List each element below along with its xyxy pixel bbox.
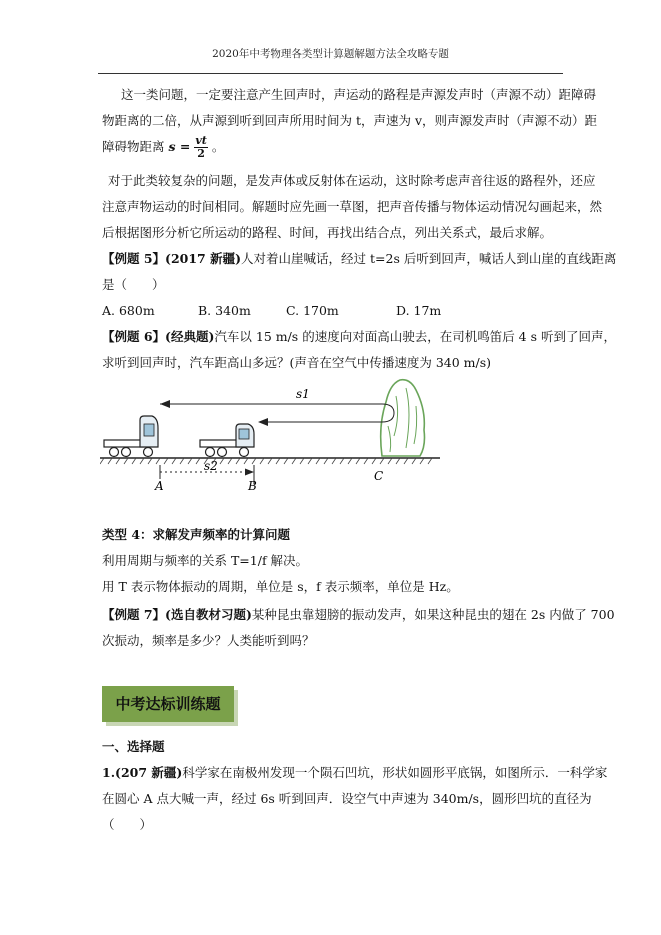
formula-lhs: s = <box>168 139 191 154</box>
example7-tag: 【例题 7】(选自教材习题) <box>102 607 252 622</box>
label-a: A <box>155 479 164 493</box>
option-a: A. 680m <box>102 303 155 318</box>
example5-tag: 【例题 5】(2017 新疆) <box>102 251 242 266</box>
label-s2: s2 <box>204 459 218 473</box>
formula-numerator: vt <box>195 134 207 147</box>
header-rule <box>98 73 563 74</box>
example7-line1 <box>102 602 615 627</box>
car-echo-figure <box>100 366 440 500</box>
car-at-a <box>104 416 158 457</box>
question1-line2: 在圆心 A 点大喊一声，经过 6s 听到回声．设空气中声速为 340m/s，圆形凹坑的直径为 <box>102 791 592 806</box>
para2-line3: 后根据图形分析它所运动的路程、时间，再找出结合点，列出关系式，最后求解。 <box>102 225 553 240</box>
example5-line1 <box>102 246 616 271</box>
ground <box>100 458 440 464</box>
question1-text: 科学家在南极州发现一个陨石凹坑，形状如圆形平底锅，如图所示．一科学家 <box>182 765 608 780</box>
example7-line2: 次振动，频率是多少？人类能听到吗？ <box>102 633 315 648</box>
car-at-b <box>200 424 254 457</box>
formula-end: 。 <box>211 139 225 154</box>
option-d: D. 17m <box>396 303 442 318</box>
formula-fraction <box>194 135 207 160</box>
label-b: B <box>248 479 257 493</box>
label-s1: s1 <box>296 387 310 401</box>
question1-line1 <box>102 760 607 785</box>
example6-tag: 【例题 6】(经典题) <box>102 329 215 344</box>
example5-text: 人对着山崖喊话，经过 t=2s 后听到回声，喊话人到山崖的直线距离 <box>241 251 617 266</box>
mountain <box>381 380 425 456</box>
example6-line2: 求听到回声时，汽车距高山多远？(声音在空气中传播速度为 340 m/s) <box>102 355 492 370</box>
section-subheading: 一、选择题 <box>102 739 165 754</box>
para2-line1: 对于此类较复杂的问题，是发声体或反射体在运动，这时除考虑声音往返的路程外，还应 <box>108 173 596 188</box>
type4-line2: 用 T 表示物体振动的周期，单位是 s，f 表示频率，单位是 Hz。 <box>102 579 459 594</box>
type4-line1: 利用周期与频率的关系 T=1/f 解决。 <box>102 553 309 568</box>
label-c: C <box>374 469 384 483</box>
example5-line2: 是（ ） <box>102 277 165 292</box>
example6-text: 汽车以 15 m/s 的速度向对面高山驶去，在司机鸣笛后 4 s 听到了回声， <box>214 329 616 344</box>
example5-options <box>102 298 562 323</box>
example7-text: 某种昆虫靠翅膀的振动发声，如果这种昆虫的翅在 2s 内做了 700 <box>251 607 615 622</box>
example6-line1 <box>102 324 616 349</box>
option-b: B. 340m <box>198 303 251 318</box>
type4-heading: 类型 4：求解发声频率的计算问题 <box>102 527 291 542</box>
question1-line3: （ ） <box>102 817 153 832</box>
question1-tag: 1.(207 新疆) <box>102 765 183 780</box>
para1-line2: 物距离的二倍，从声源到听到回声所用时间为 t，声速为 v，则声源发声时（声源不动）距 <box>102 113 598 128</box>
section-banner-title: 中考达标训练题 <box>115 695 221 713</box>
option-c: C. 170m <box>286 303 339 318</box>
para1-line3 <box>102 134 224 160</box>
para1-line3-text: 障碍物距离 <box>102 139 165 154</box>
para2-line2: 注意声物运动的时间相同。解题时应先画一草图，把声音传播与物体运动情况勾画起来，然 <box>102 199 603 214</box>
page-header: 2020年中考物理各类型计算题解题方法全攻略专题 <box>212 48 449 60</box>
formula-denominator: 2 <box>197 147 205 160</box>
sound-path-s1 <box>160 400 394 426</box>
para1-line1: 这一类问题，一定要注意产生回声时，声运动的路程是声源发声时（声源不动）距障碍 <box>121 87 597 102</box>
